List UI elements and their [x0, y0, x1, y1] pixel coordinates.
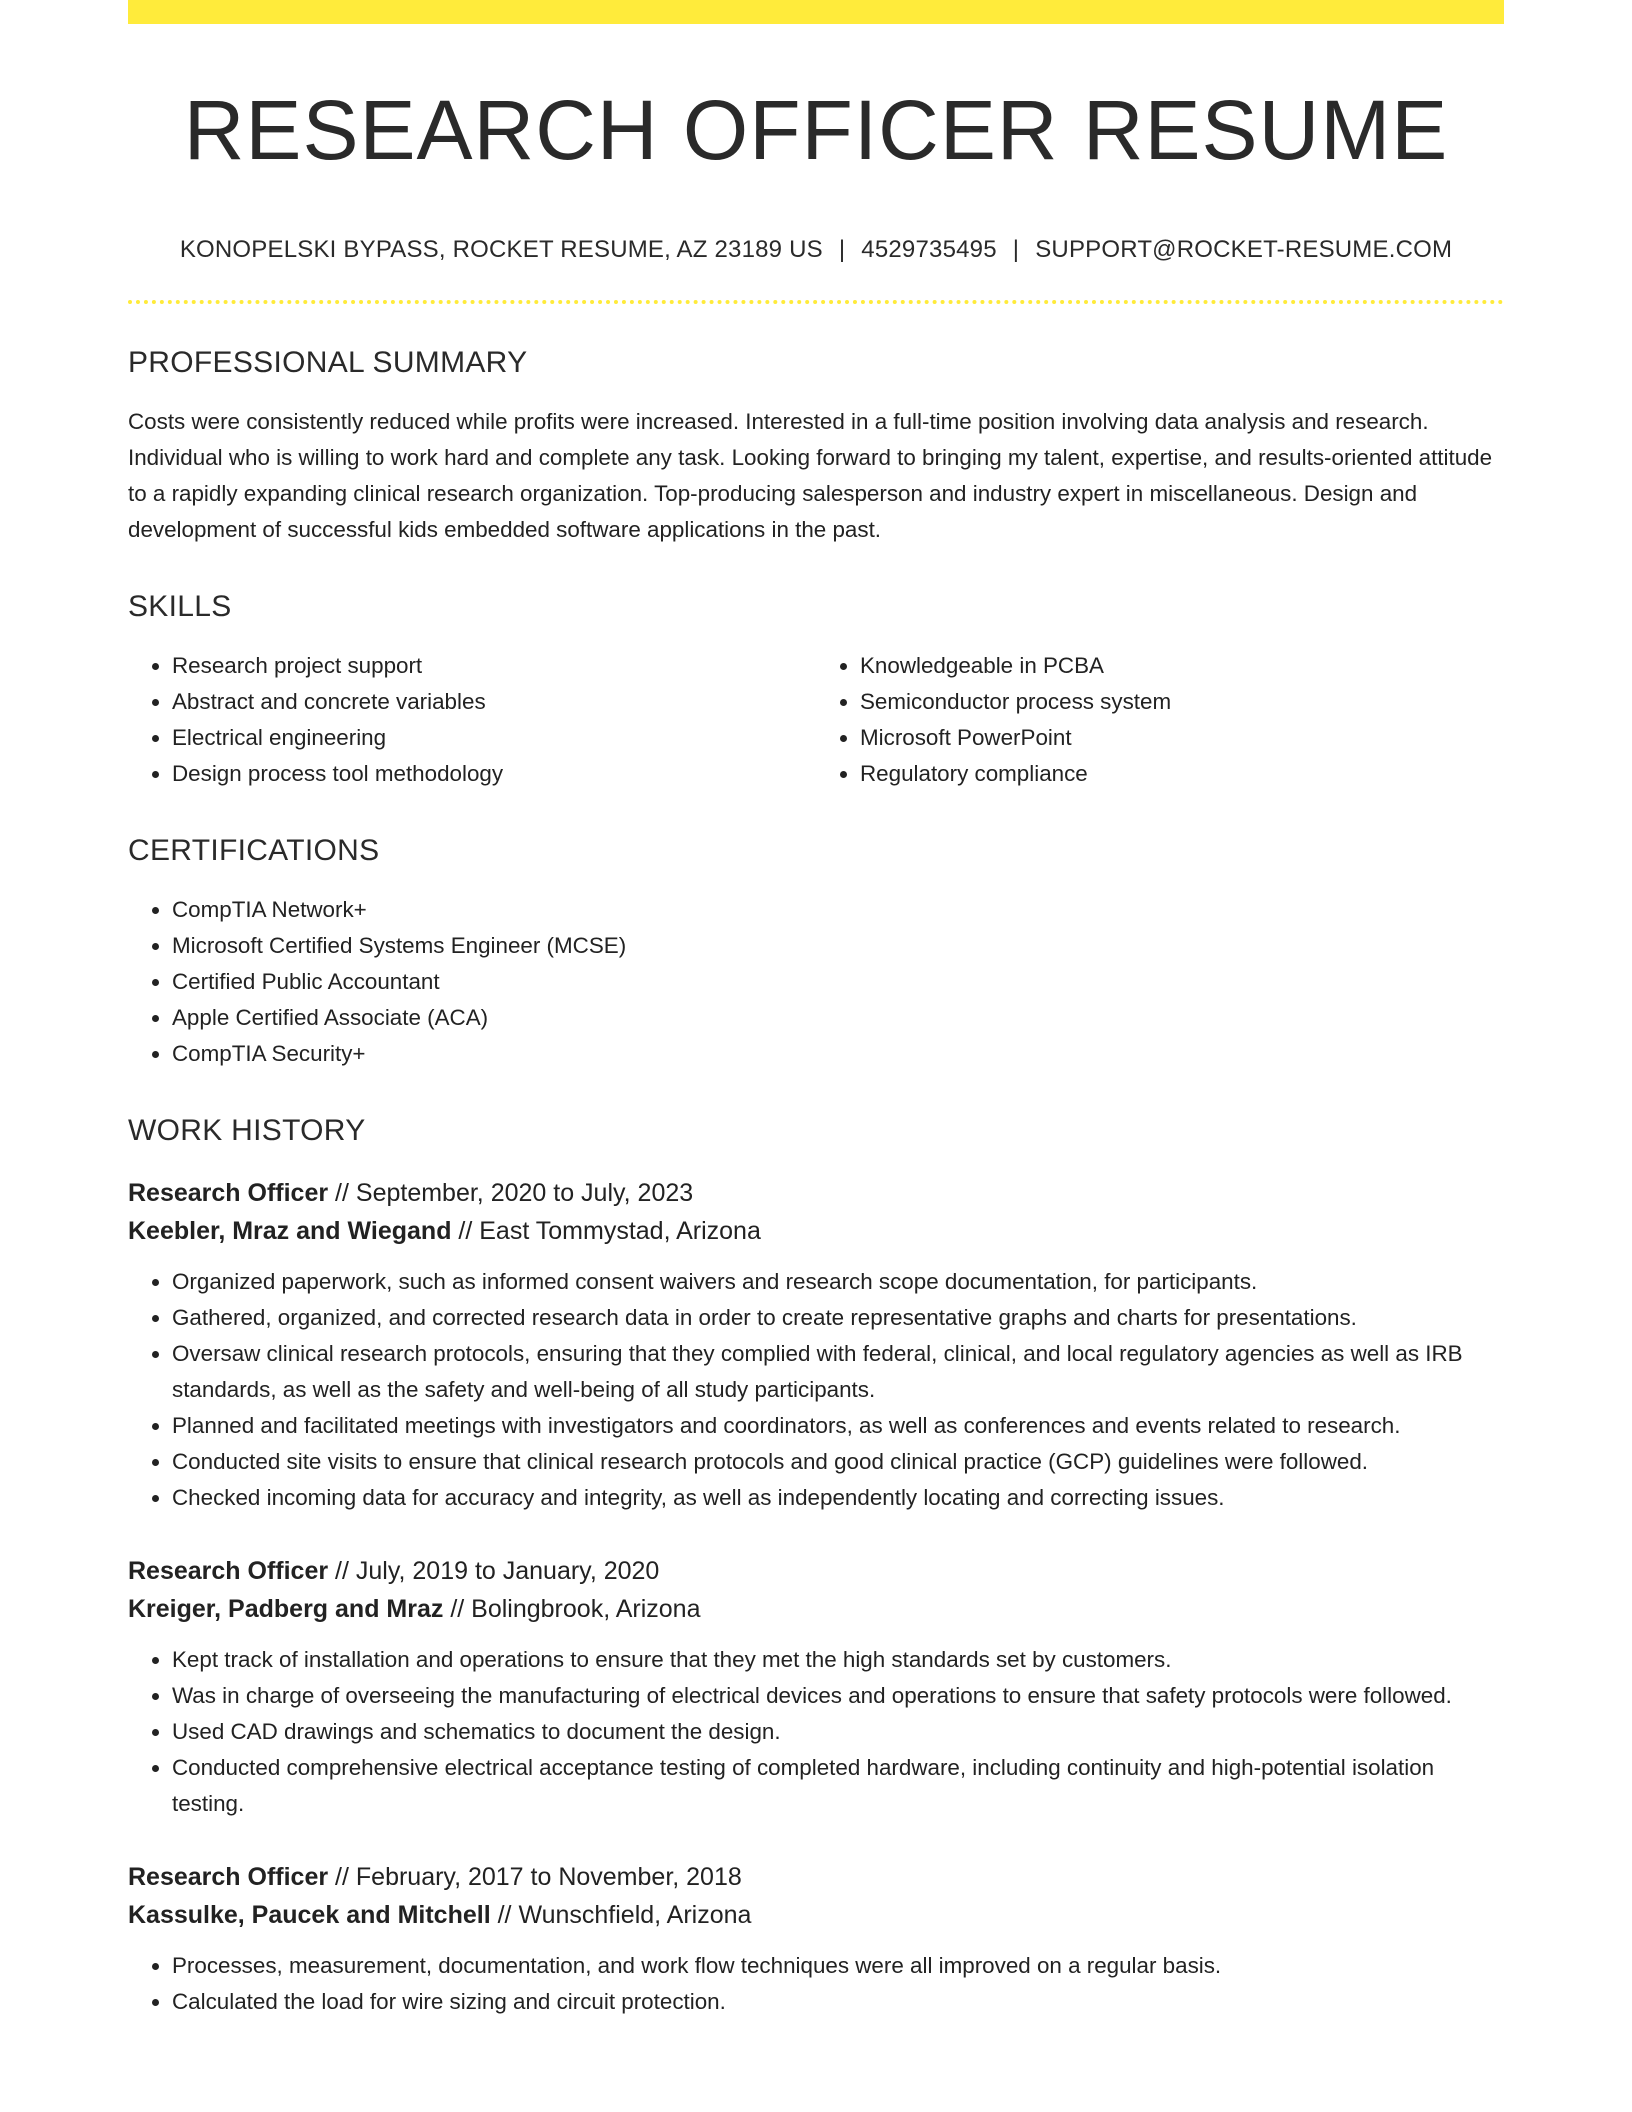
skill-item: • Knowledgeable in PCBA: [860, 648, 1504, 684]
job-bullets: [128, 1264, 1504, 1516]
job-entry: [128, 1552, 1504, 1822]
job-entry: [128, 1858, 1504, 2020]
contact-separator: |: [1012, 236, 1020, 264]
skills-list: [128, 624, 1504, 792]
certification-item: • Microsoft Certified Systems Engineer (MCSE): [172, 928, 1504, 964]
resume-title: RESEARCH OFFICER RESUME: [183, 83, 1449, 177]
job-dates: // July, 2019 to January, 2020: [328, 1557, 660, 1586]
skill-item: • Research project support: [172, 648, 816, 684]
contact-separator: |: [838, 236, 846, 264]
contact-phone: 4529735495: [861, 236, 997, 264]
job-title: Research Officer: [128, 1863, 329, 1892]
job-location: // Bolingbrook, Arizona: [443, 1595, 701, 1624]
job-bullet: • Organized paperwork, such as informed consent waivers and research scope documentation, for participants.: [172, 1264, 1504, 1300]
resume-page: [128, 0, 1504, 2020]
job-bullet: • Was in charge of overseeing the manufacturing of electrical devices and operations to ensure that safety protocols were followed.: [172, 1678, 1504, 1714]
job-bullet: • Calculated the load for wire sizing and circuit protection.: [172, 1984, 1504, 2020]
certifications-list: [128, 892, 1504, 1072]
job-company-line: [128, 1590, 1504, 1628]
work-history-heading: WORK HISTORY: [128, 1114, 366, 1148]
job-title-line: [128, 1552, 1504, 1590]
job-title-line: [128, 1858, 1504, 1896]
job-bullet: • Kept track of installation and operations to ensure that they met the high standards set by customers.: [172, 1642, 1504, 1678]
contact-email: SUPPORT@ROCKET-RESUME.COM: [1035, 236, 1453, 264]
job-company: Kassulke, Paucek and Mitchell: [128, 1901, 491, 1930]
certification-item: • CompTIA Network+: [172, 892, 1504, 928]
job-bullet: • Gathered, organized, and corrected research data in order to create representative graphs and charts for presentations.: [172, 1300, 1504, 1336]
certification-item: • Certified Public Accountant: [172, 964, 1504, 1000]
skill-item: • Design process tool methodology: [172, 756, 816, 792]
skills-column-left: [128, 648, 816, 792]
top-accent-bar: [128, 0, 1504, 24]
skill-item: • Microsoft PowerPoint: [860, 720, 1504, 756]
job-title: Research Officer: [128, 1179, 329, 1208]
skill-item: • Semiconductor process system: [860, 684, 1504, 720]
skill-item: • Regulatory compliance: [860, 756, 1504, 792]
job-bullet: • Conducted comprehensive electrical acceptance testing of completed hardware, including continuity and high-potential isolation testing.: [172, 1750, 1504, 1822]
certification-item: • CompTIA Security+: [172, 1036, 1504, 1072]
job-entry: [128, 1174, 1504, 1516]
job-bullet: • Planned and facilitated meetings with investigators and coordinators, as well as conferences and events related to research.: [172, 1408, 1504, 1444]
job-company: Kreiger, Padberg and Mraz: [128, 1595, 444, 1624]
skill-item: • Abstract and concrete variables: [172, 684, 816, 720]
job-bullet: • Processes, measurement, documentation, and work flow techniques were all improved on a regular basis.: [172, 1948, 1504, 1984]
job-bullets: [128, 1642, 1504, 1822]
job-location: // East Tommystad, Arizona: [451, 1217, 761, 1246]
job-bullet: • Used CAD drawings and schematics to document the design.: [172, 1714, 1504, 1750]
contact-line: [128, 236, 1504, 264]
job-company-line: [128, 1212, 1504, 1250]
job-dates: // September, 2020 to July, 2023: [328, 1179, 694, 1208]
job-company-line: [128, 1896, 1504, 1934]
certification-item: • Apple Certified Associate (ACA): [172, 1000, 1504, 1036]
contact-address: KONOPELSKI BYPASS, ROCKET RESUME, AZ 23189 US: [179, 236, 823, 264]
job-bullet: • Oversaw clinical research protocols, ensuring that they complied with federal, clinical, and local regulatory agencies as well as IRB standards, as well as the safety and well-being of all study participants.: [172, 1336, 1504, 1408]
dotted-divider: [128, 300, 1504, 304]
summary-text: Costs were consistently reduced while profits were increased. Interested in a full-time position involving data analysis and research. Individual who is willing to work hard and complete any task. Looking forward to bringing my talent, expertise, and results-oriented attitude to a rapidly expanding clinical research organization. Top-producing salesperson and industry expert in miscellaneous. Design and development of successful kids embedded software applications in the past.: [128, 409, 1493, 543]
job-dates: // February, 2017 to November, 2018: [328, 1863, 742, 1892]
job-company: Keebler, Mraz and Wiegand: [128, 1217, 452, 1246]
job-bullet: • Checked incoming data for accuracy and integrity, as well as independently locating and correcting issues.: [172, 1480, 1504, 1516]
skill-item: • Electrical engineering: [172, 720, 816, 756]
skills-column-right: [816, 648, 1504, 792]
certifications-heading: CERTIFICATIONS: [128, 834, 380, 868]
job-bullet: • Conducted site visits to ensure that clinical research protocols and good clinical practice (GCP) guidelines were followed.: [172, 1444, 1504, 1480]
job-title: Research Officer: [128, 1557, 329, 1586]
job-title-line: [128, 1174, 1504, 1212]
skills-heading: SKILLS: [128, 590, 232, 624]
summary-heading: PROFESSIONAL SUMMARY: [128, 346, 528, 380]
job-location: // Wunschfield, Arizona: [490, 1901, 752, 1930]
job-bullets: [128, 1948, 1504, 2020]
